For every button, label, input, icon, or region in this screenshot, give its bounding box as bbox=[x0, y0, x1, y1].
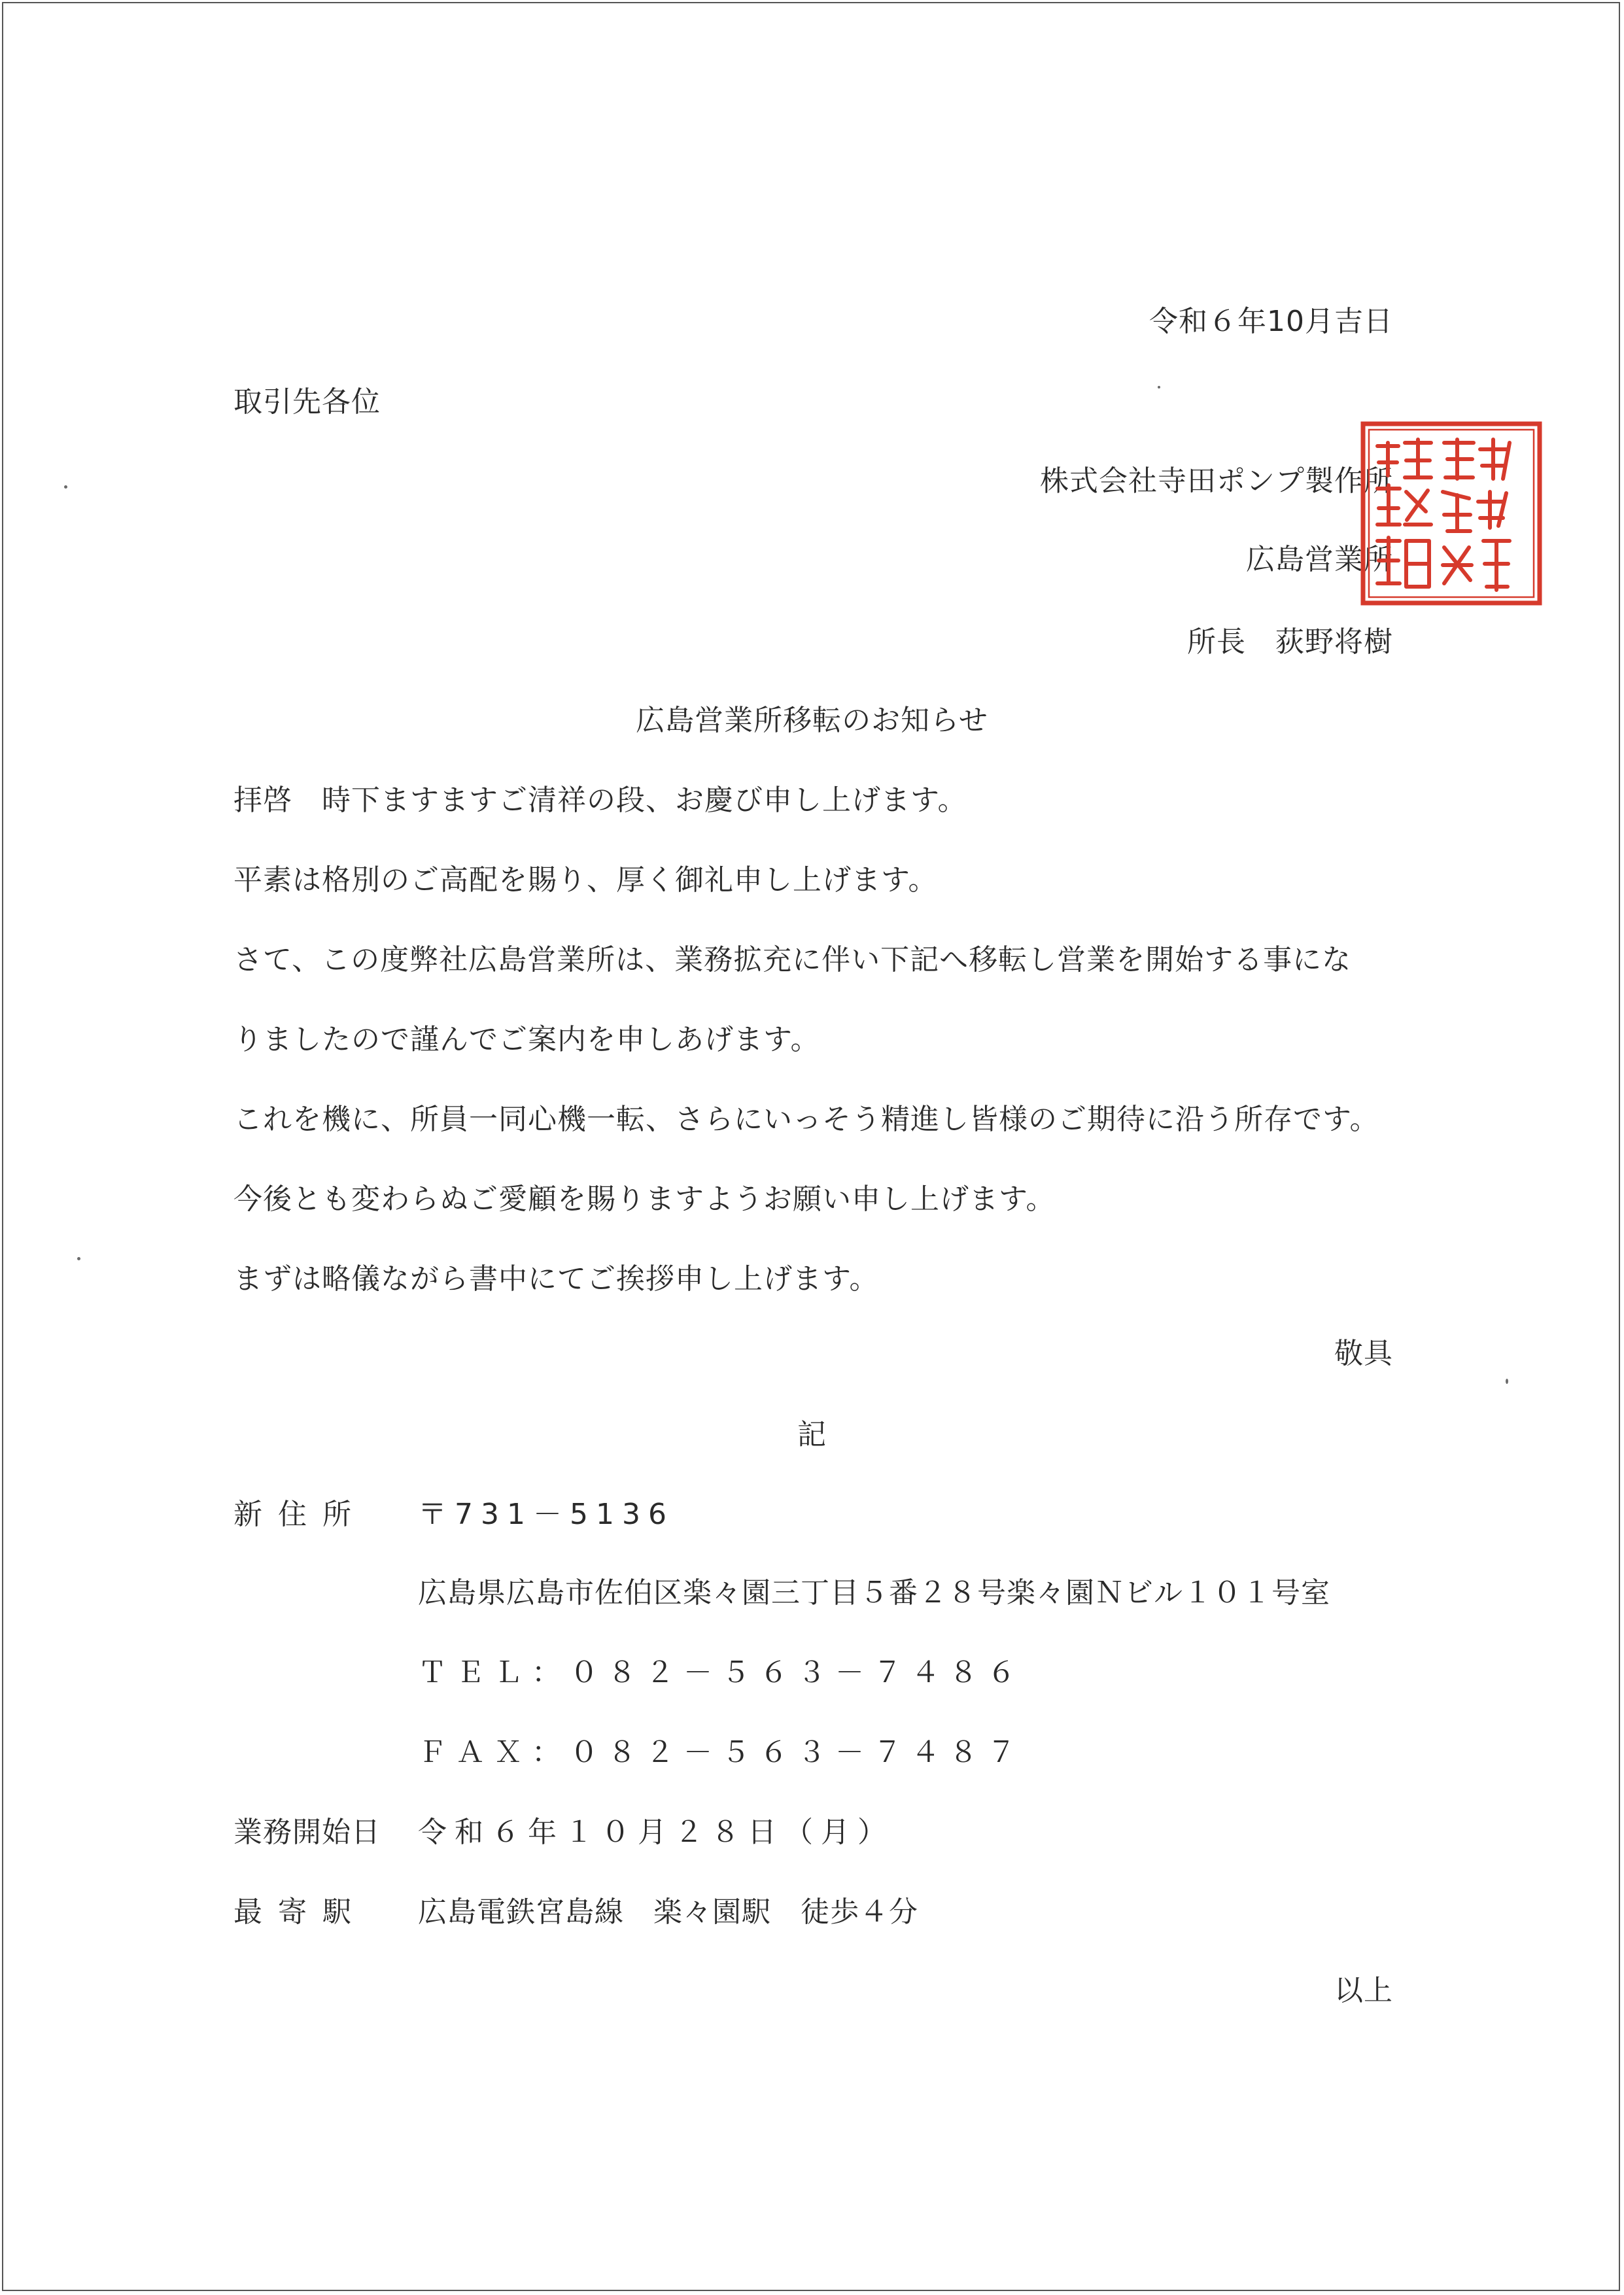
scan-speck bbox=[1506, 1379, 1508, 1384]
scan-speck bbox=[64, 485, 67, 489]
body-line: さて、この度弊社広島営業所は、業務拡充に伴い下記へ移転し営業を開始する事にな bbox=[233, 943, 1352, 976]
start-date-value: 令和６年１０月２８日（月） bbox=[418, 1816, 894, 1849]
station-label: 最寄駅 bbox=[233, 1895, 367, 1929]
scan-speck bbox=[1158, 386, 1160, 388]
body-line: 平素は格別のご高配を賜り、厚く御礼申し上げます。 bbox=[233, 863, 938, 897]
station-row bbox=[233, 1893, 918, 1932]
subject-title: 広島営業所移転のお知らせ bbox=[636, 704, 988, 737]
closing-keigu: 敬具 bbox=[1334, 1337, 1393, 1370]
seal-text: 株式会社寺田ポンプ製作所広島営業所 bbox=[1228, 289, 1239, 290]
ki-heading: 記 bbox=[797, 1418, 827, 1451]
sender-company: 株式会社寺田ポンプ製作所 bbox=[1040, 464, 1393, 498]
body-line: 今後とも変わらぬご愛顧を賜りますようお願い申し上げます。 bbox=[233, 1182, 1056, 1216]
scan-speck bbox=[77, 1257, 80, 1260]
end-ijou: 以上 bbox=[1334, 1974, 1393, 2007]
postal-code: 〒731－5136 bbox=[418, 1498, 674, 1531]
body-line: これを機に、所員一同心機一転、さらにいっそう精進し皆様のご期待に沿う所存です。 bbox=[233, 1103, 1379, 1136]
addressee: 取引先各位 bbox=[233, 385, 381, 419]
address-label: 新住所 bbox=[233, 1498, 367, 1531]
sender-branch: 広島営業所 bbox=[1246, 543, 1393, 576]
letter-date: 令和６年10月吉日 bbox=[1149, 305, 1393, 338]
sender-manager: 所長 荻野将樹 bbox=[1187, 625, 1393, 659]
body-line: まずは略儀ながら書中にてご挨拶申し上げます。 bbox=[233, 1262, 879, 1296]
body-line: りましたので謹んでご案内を申しあげます。 bbox=[233, 1023, 820, 1056]
page-border bbox=[2, 2, 1620, 2291]
station-value: 広島電鉄宮島線 楽々園駅 徒歩４分 bbox=[418, 1895, 918, 1929]
address-row bbox=[233, 1495, 674, 1534]
start-date-row bbox=[233, 1813, 894, 1852]
fax-number: ＦＡＸ：０８２－５６３－７４８７ bbox=[418, 1736, 1025, 1769]
body-line: 拝啓 時下ますますご清祥の段、お慶び申し上げます。 bbox=[233, 784, 967, 817]
tel-number: ＴＥＬ：０８２－５６３－７４８６ bbox=[418, 1656, 1025, 1689]
start-date-label: 業務開始日 bbox=[233, 1816, 381, 1849]
address-text: 広島県広島市佐伯区楽々園三丁目５番２８号楽々園Ｎビル１０１号室 bbox=[418, 1576, 1330, 1610]
